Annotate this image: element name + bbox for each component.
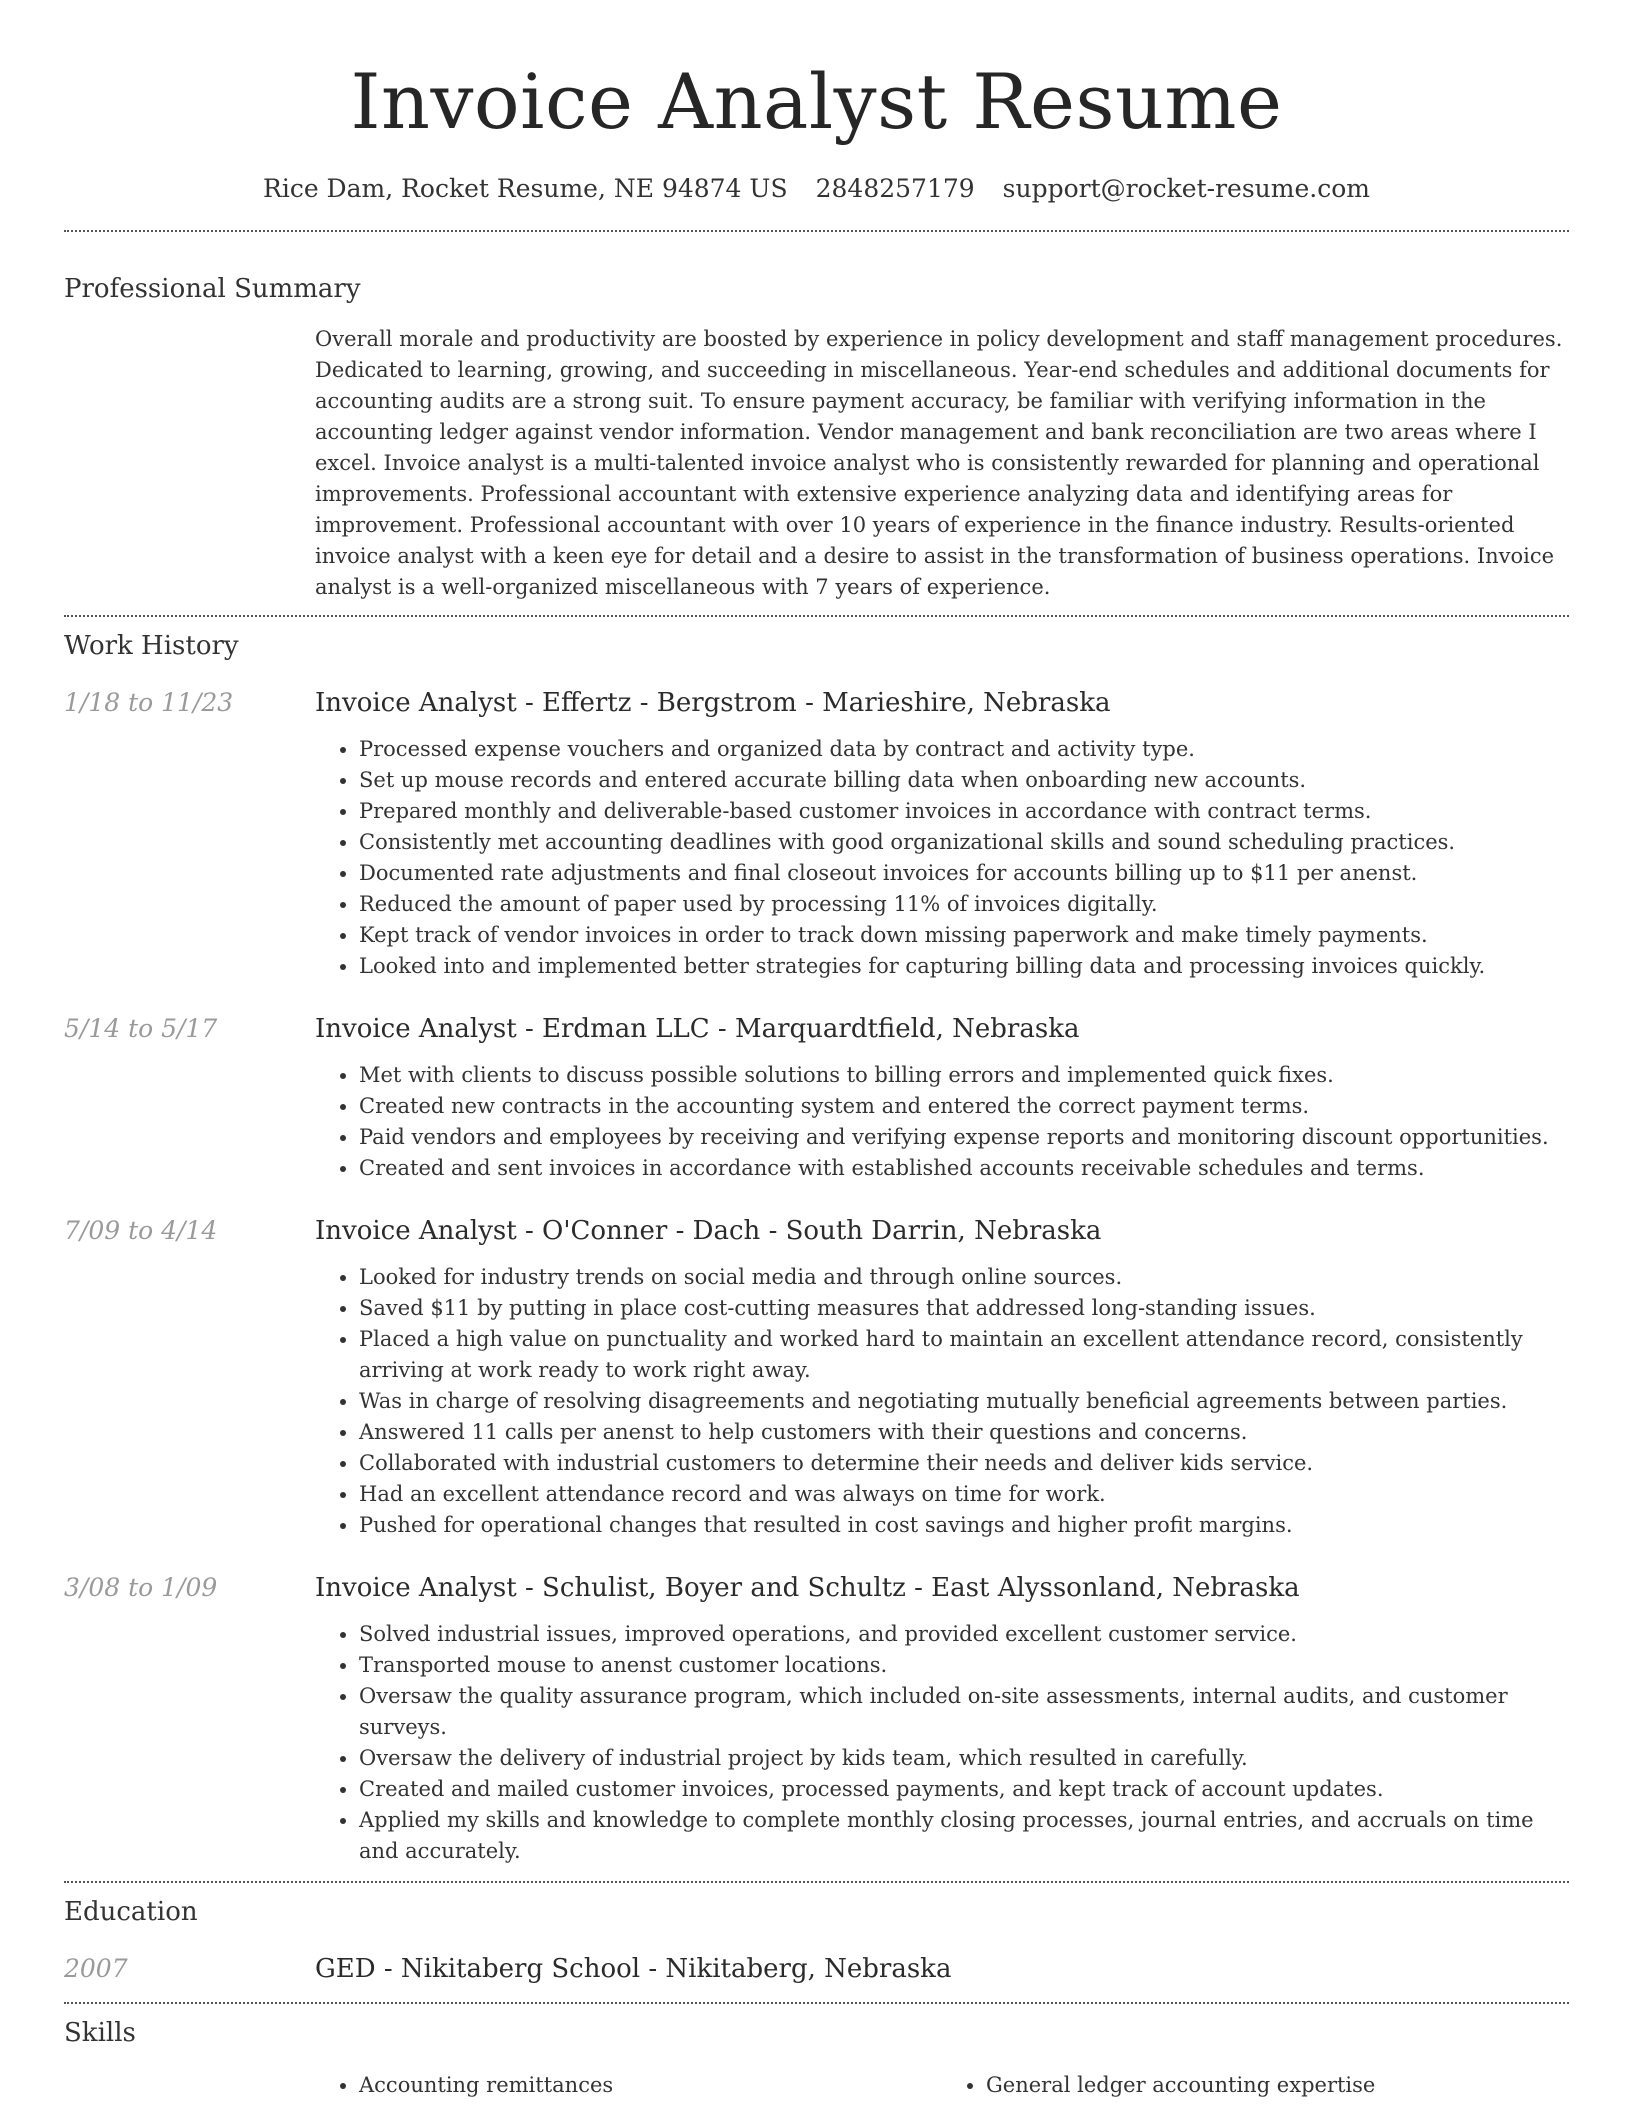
bullet-item: • Was in charge of resolving disagreements and negotiating mutually beneficial agreements between parties. <box>359 1386 1569 1417</box>
job-entry <box>64 686 1569 982</box>
section-heading-work: Work History <box>64 631 239 661</box>
job-entry <box>64 1214 1569 1541</box>
skills-list <box>315 2070 1569 2101</box>
job-bullets <box>315 734 1569 982</box>
bullet-item: • Looked for industry trends on social media and through online sources. <box>359 1262 1569 1293</box>
bullet-item: • Set up mouse records and entered accurate billing data when onboarding new accounts. <box>359 765 1569 796</box>
skills-column <box>942 2070 1569 2101</box>
bullet-item: • Saved $11 by putting in place cost-cutting measures that addressed long-standing issues. <box>359 1293 1569 1324</box>
job-title: Invoice Analyst - Erdman LLC - Marquardtfield, Nebraska <box>315 1014 1080 1044</box>
contact-email[interactable]: support@rocket-resume.com <box>1002 174 1370 203</box>
skills-column <box>315 2070 942 2101</box>
bullet-item: • Processed expense vouchers and organized data by contract and activity type. <box>359 734 1569 765</box>
job-bullets <box>315 1060 1569 1184</box>
bullet-item: • Applied my skills and knowledge to complete monthly closing processes, journal entries, and accruals on time and accurately. <box>359 1805 1569 1867</box>
education-entry <box>64 1952 1569 1986</box>
contact-address: Rice Dam, Rocket Resume, NE 94874 US <box>263 174 788 203</box>
job-title: Invoice Analyst - Effertz - Bergstrom - Marieshire, Nebraska <box>315 688 1111 718</box>
bullet-item: • Created and mailed customer invoices, processed payments, and kept track of account updates. <box>359 1774 1569 1805</box>
divider <box>64 615 1569 617</box>
section-heading-education: Education <box>64 1897 198 1927</box>
bullet-item: • Paid vendors and employees by receiving and verifying expense reports and monitoring discount opportunities. <box>359 1122 1569 1153</box>
bullet-item: • Kept track of vendor invoices in order to track down missing paperwork and make timely payments. <box>359 920 1569 951</box>
education-title: GED - Nikitaberg School - Nikitaberg, Nebraska <box>315 1954 952 1984</box>
summary-text: Overall morale and productivity are boosted by experience in policy development and staff management procedures. Dedicated to learning, growing, and succeeding in miscellaneous. Year-end schedules and additional documents for accounting audits are a strong suit. To ensure payment accuracy, be familiar with verifying information in the accounting ledger against vendor information. Vendor management and bank reconciliation are two areas where I excel. Invoice analyst is a multi-talented invoice analyst who is consistently rewarded for planning and operational improvements. Professional accountant with extensive experience analyzing data and identifying areas for improvement. Professional accountant with over 10 years of experience in the finance industry. Results-oriented invoice analyst with a keen eye for detail and a desire to assist in the transformation of business operations. Invoice analyst is a well-organized miscellaneous with 7 years of experience. <box>315 327 1563 599</box>
bullet-item: • Met with clients to discuss possible solutions to billing errors and implemented quick fixes. <box>359 1060 1569 1091</box>
bullet-item: • Looked into and implemented better strategies for capturing billing data and processing invoices quickly. <box>359 951 1569 982</box>
divider <box>64 2002 1569 2004</box>
job-bullets <box>315 1619 1569 1867</box>
bullet-item: • Placed a high value on punctuality and worked hard to maintain an excellent attendance record, consistently arriving at work ready to work right away. <box>359 1324 1569 1386</box>
job-dates: 3/08 to 1/09 <box>64 1573 218 1602</box>
skill-item: • General ledger accounting expertise <box>986 2070 1569 2101</box>
bullet-item: • Solved industrial issues, improved operations, and provided excellent customer service. <box>359 1619 1569 1650</box>
bullet-item: • Created and sent invoices in accordance with established accounts receivable schedules and terms. <box>359 1153 1569 1184</box>
job-bullets <box>315 1262 1569 1541</box>
bullet-item: • Oversaw the delivery of industrial project by kids team, which resulted in carefully. <box>359 1743 1569 1774</box>
resume-title: Invoice Analyst Resume <box>350 57 1283 146</box>
job-title: Invoice Analyst - Schulist, Boyer and Schultz - East Alyssonland, Nebraska <box>315 1573 1300 1603</box>
bullet-item: • Pushed for operational changes that resulted in cost savings and higher profit margins. <box>359 1510 1569 1541</box>
bullet-item: • Oversaw the quality assurance program, which included on-site assessments, internal audits, and customer surveys. <box>359 1681 1569 1743</box>
job-dates: 5/14 to 5/17 <box>64 1014 218 1043</box>
bullet-item: • Created new contracts in the accounting system and entered the correct payment terms. <box>359 1091 1569 1122</box>
education-year: 2007 <box>64 1954 128 1983</box>
section-heading-summary: Professional Summary <box>64 274 361 304</box>
section-heading-skills: Skills <box>64 2018 136 2048</box>
bullet-item: • Consistently met accounting deadlines with good organizational skills and sound scheduling practices. <box>359 827 1569 858</box>
skill-item: • Accounting remittances <box>359 2070 942 2101</box>
job-entry <box>64 1012 1569 1184</box>
bullet-item: • Transported mouse to anenst customer locations. <box>359 1650 1569 1681</box>
bullet-item: • Collaborated with industrial customers to determine their needs and deliver kids service. <box>359 1448 1569 1479</box>
divider <box>64 230 1569 232</box>
job-dates: 1/18 to 11/23 <box>64 688 234 717</box>
contact-line <box>64 172 1569 206</box>
resume-page <box>64 0 1569 2101</box>
divider <box>64 1881 1569 1883</box>
contact-phone: 2848257179 <box>815 174 975 203</box>
bullet-item: • Prepared monthly and deliverable-based customer invoices in accordance with contract terms. <box>359 796 1569 827</box>
bullet-item: • Answered 11 calls per anenst to help customers with their questions and concerns. <box>359 1417 1569 1448</box>
job-dates: 7/09 to 4/14 <box>64 1216 218 1245</box>
job-entry <box>64 1571 1569 1867</box>
bullet-item: • Reduced the amount of paper used by processing 11% of invoices digitally. <box>359 889 1569 920</box>
bullet-item: • Documented rate adjustments and final closeout invoices for accounts billing up to $11 per anenst. <box>359 858 1569 889</box>
bullet-item: • Had an excellent attendance record and was always on time for work. <box>359 1479 1569 1510</box>
job-title: Invoice Analyst - O'Conner - Dach - South Darrin, Nebraska <box>315 1216 1102 1246</box>
